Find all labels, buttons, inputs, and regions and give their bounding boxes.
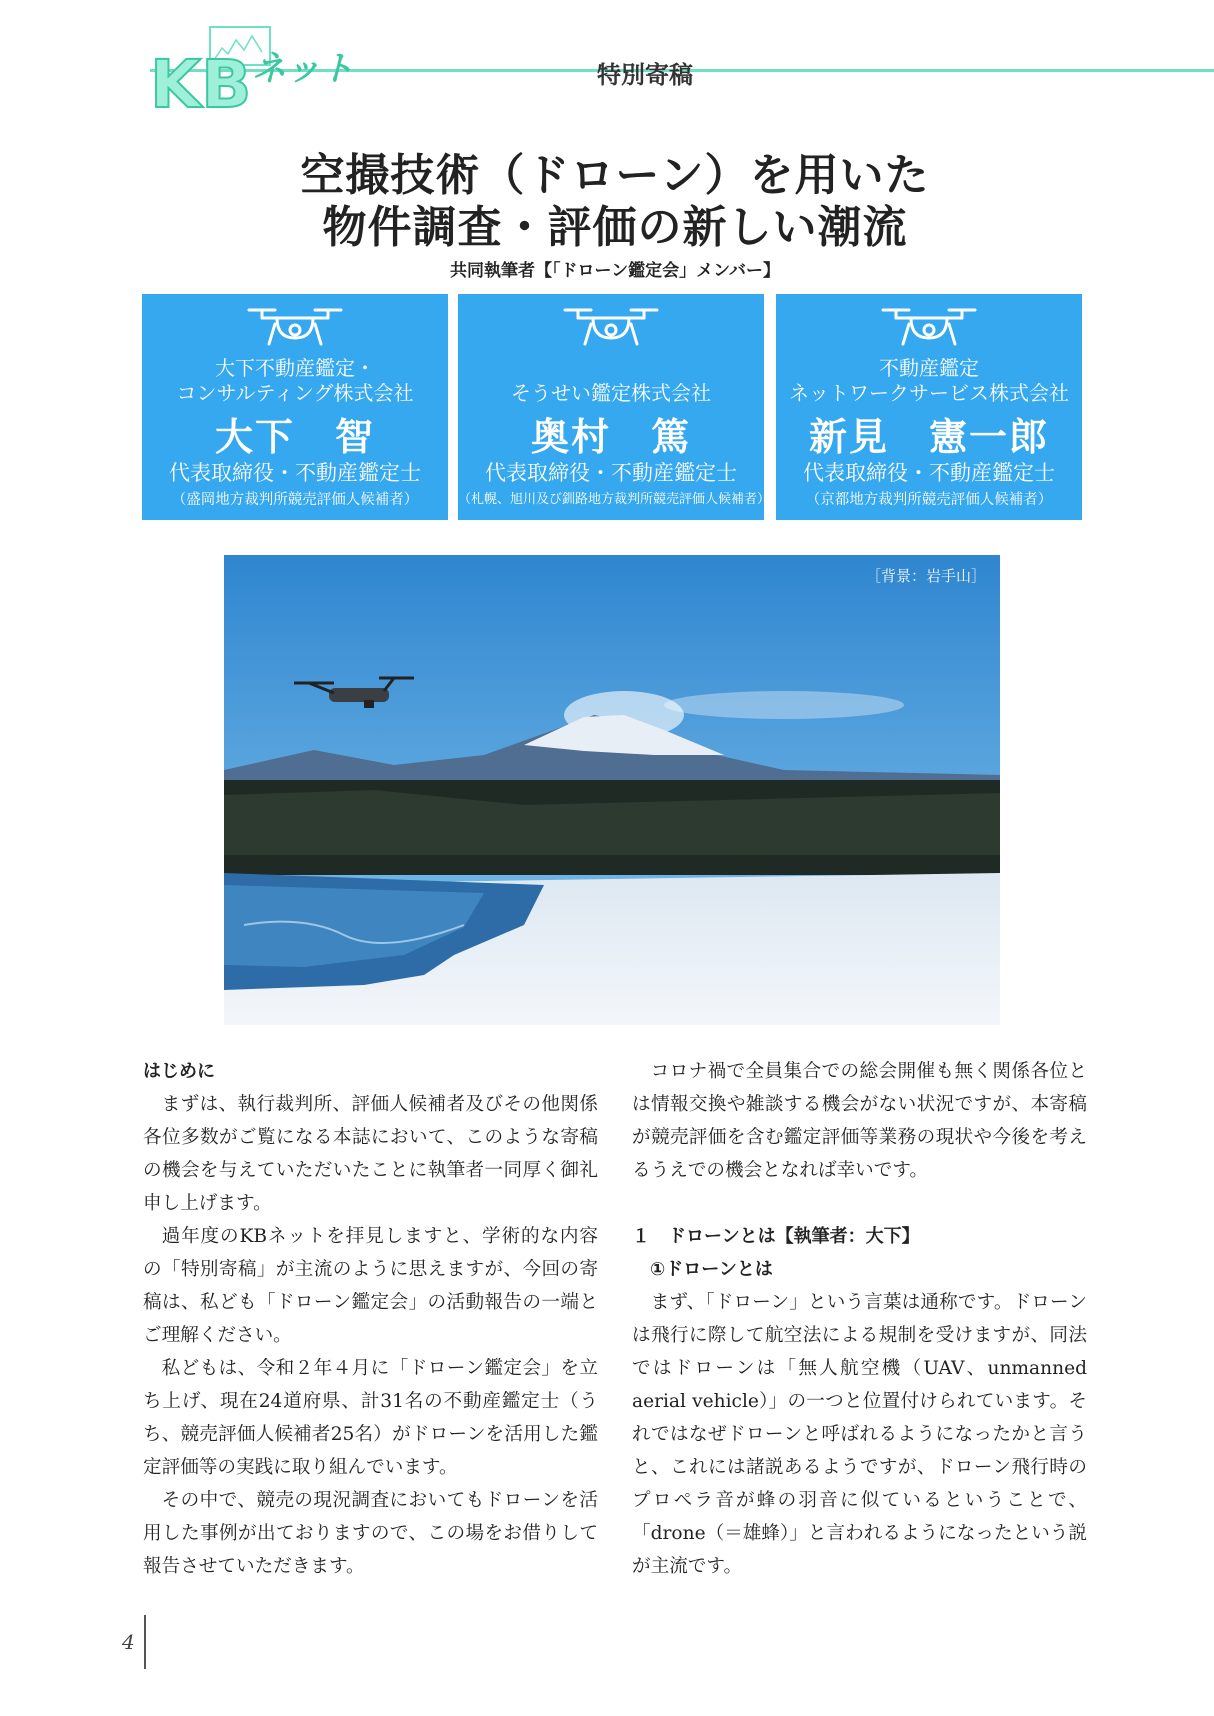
svg-text:KB: KB: [150, 46, 252, 123]
title-line-2: 物件調査・評価の新しい潮流: [322, 202, 908, 253]
subheading-what-is-drone: ①ドローンとは: [650, 1259, 773, 1280]
paragraph: その中で、競売の現況調査においてもドローンを活用した事例が出ておりますので、この場をお借りして報告させていただきます。: [143, 1490, 598, 1577]
author-company: 不動産鑑定 ネットワークサービス株式会社: [789, 356, 1069, 405]
body-left-column: [143, 1055, 598, 1583]
author-role: 代表取締役・不動産鑑定士: [803, 461, 1055, 485]
svg-text:ネット: ネット: [252, 49, 354, 89]
article-title: [150, 150, 1080, 254]
section-label: 特別寄稿: [597, 61, 693, 89]
paragraph: まずは、執行裁判所、評価人候補者及びその他関係各位多数がご覧になる本誌において、このような寄稿の機会を与えていただいたことに執筆者一同厚く御礼申し上げます。: [143, 1094, 598, 1214]
landscape-illustration: [224, 555, 1000, 1025]
paragraph: 私どもは、令和２年４月に「ドローン鑑定会」を立ち上げ、現在24道府県、計31名の不動産鑑定士（うち、競売評価人候補者25名）がドローンを活用した鑑定評価等の実践に取り組んでいます。: [143, 1358, 598, 1478]
paragraph: まず、「ドローン」という言葉は通称です。ドローンは飛行に際して航空法による規制を受けますが、同法ではドローンは「無人航空機（UAV、unmanned aerial vehicle）」の一つと位置付けられています。それではなぜドローンと呼ばれるようになったかと言うと、これには諸説あるようですが、ドローン飛行時のプロペラ音が蜂の羽音に似ているということで、「drone（＝雄蜂）」と言われるようになったという説が主流です。: [632, 1292, 1087, 1577]
body-right-column: [632, 1055, 1087, 1583]
author-company: 大下不動産鑑定・ コンサルティング株式会社: [176, 356, 414, 405]
photo-caption: ［背景：岩手山］: [865, 567, 986, 585]
author-name: 大下 智: [214, 414, 375, 459]
page-number: 4: [122, 1630, 135, 1654]
author-name: 新見 憲一郎: [808, 414, 1049, 459]
author-name: 奥村 篤: [530, 414, 691, 459]
kb-net-logo: [150, 22, 380, 132]
author-card-1: [142, 294, 448, 520]
drone-icon: [245, 304, 345, 348]
author-note: （盛岡地方裁判所競売評価人候補者）: [171, 492, 419, 508]
drone-icon: [561, 304, 661, 348]
title-line-1: 空撮技術（ドローン）を用いた: [300, 150, 930, 201]
heading-introduction: はじめに: [143, 1061, 215, 1082]
paragraph: コロナ禍で全員集合での総会開催も無く関係各位とは情報交換や雑談する機会がない状況ですが、本寄稿が競売評価を含む鑑定評価等業務の現状や今後を考えるうえでの機会となれば幸いです。: [632, 1061, 1087, 1181]
author-company: そうせい鑑定株式会社: [511, 381, 711, 405]
byline: 共同執筆者【「ドローン鑑定会」メンバー】: [450, 261, 780, 281]
photo-drone-over-lake: [224, 555, 1000, 1025]
drone-icon: [879, 304, 979, 348]
author-role: 代表取締役・不動産鑑定士: [169, 461, 421, 485]
paragraph: 過年度のKBネットを拝見しますと、学術的な内容の「特別寄稿」が主流のように思えますが、今回の寄稿は、私ども「ドローン鑑定会」の活動報告の一端とご理解ください。: [143, 1226, 598, 1346]
author-note: （札幌、旭川及び釧路地方裁判所競売評価人候補者）: [458, 492, 771, 507]
author-card-3: [776, 294, 1082, 520]
author-card-2: [458, 294, 771, 520]
header: [150, 22, 1080, 132]
author-note: （京都地方裁判所競売評価人候補者）: [805, 492, 1053, 508]
heading-section-1: １ ドローンとは【執筆者：大下】: [632, 1226, 920, 1247]
page-rule: [144, 1615, 146, 1669]
author-role: 代表取締役・不動産鑑定士: [485, 461, 737, 485]
